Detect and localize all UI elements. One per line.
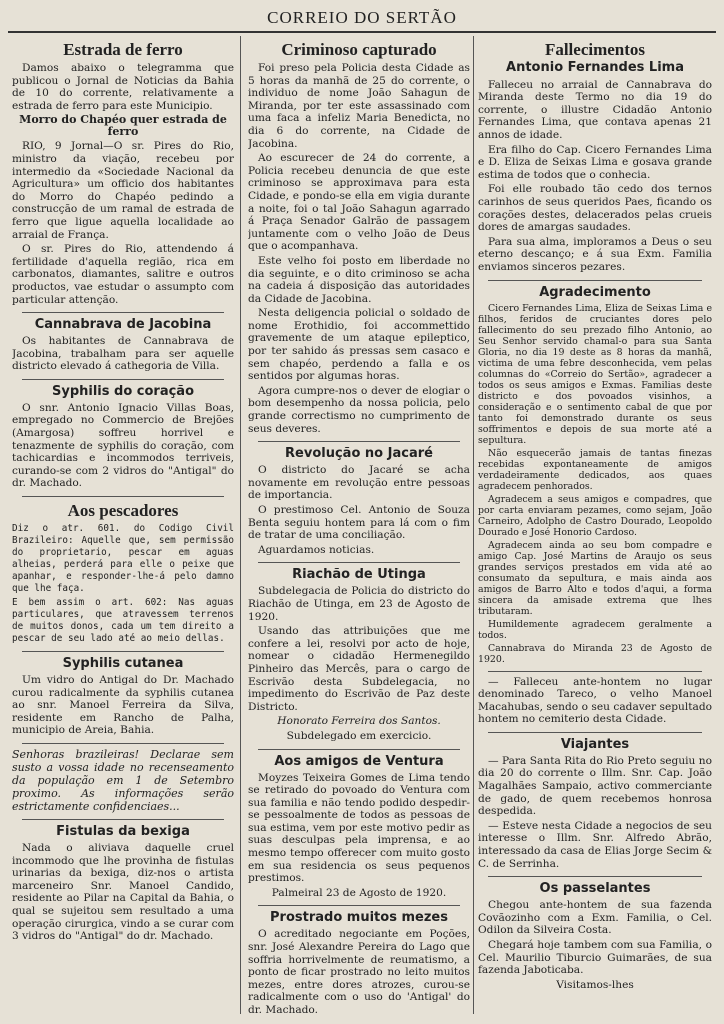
divider xyxy=(22,743,224,744)
article-text: Cicero Fernandes Lima, Eliza de Seixas Lima e filhos, feridos de cruciantes dores pelo fallecimento do seu prezado filho Antonio, ao Seu Senhor servido chamal-o para sua Santa Gloria, no dia 19 deste as 8 horas da manhã, victima de uma febre desconhecida, vem pelas columnas do «Correio do Sertão», agradecer a todos os seus amigos e Exmas. Familias deste districto e dos povoados visinhos, a consideração e o sentimento cabal de que por tanto foi demonstrado durante os seus soffrimentos e depois de sua morte até a sepultura. xyxy=(478,302,712,446)
article-title: Estrada de ferro xyxy=(63,40,183,59)
article-title: Aos amigos de Ventura xyxy=(274,753,444,769)
article-text: Aguardamos noticias. xyxy=(258,543,375,556)
column-2 xyxy=(248,38,470,1018)
article-revolucao xyxy=(248,446,470,556)
article-text: O districto do Jacaré se acha novamente em revolução entre pessoas de importancia. xyxy=(248,464,470,502)
divider xyxy=(22,819,224,820)
article-text: Humildemente agradecem geralmente a todos. xyxy=(478,618,712,641)
signature-role: Subdelegado em exercicio. xyxy=(286,729,432,742)
divider xyxy=(258,562,460,563)
article-tareco xyxy=(478,676,712,726)
article-fistulas xyxy=(12,824,234,943)
article-text: Nesta deligencia policial o soldado de nome Erothidio, foi accommettido gravemente de um ataque epileptico, por ter sahido ás pressas sem casaco e sem chapéo, perdendo a falla e os sentidos por algumas horas. xyxy=(248,307,470,383)
article-text: Agradecem ainda ao seu bom compadre e amigo Cap. José Martins de Araujo os seus grandes serviços prestados em vida até ao consumato da sepultura, e mais ainda aos amigos de Barro Alto e todos d'aqui, a forma sincera da amisade extrema que lhes tributaram. xyxy=(478,539,712,617)
article-title: Aos pescadores xyxy=(67,501,179,521)
article-text: O acreditado negociante em Poções, snr. José Alexandre Pereira do Lago que soffria horrivelmente de reumatismo, a ponto de ficar prostrado no leito muitos mezes, entre dores atrozes, curou-se radicalmente com o uso do 'Antigal' do dr. Machado. xyxy=(248,928,470,1016)
article-title: Cannabrava de Jacobina xyxy=(34,317,212,333)
article-text: Ao escurecer de 24 do corrente, a Policia recebeu denuncia de que este criminoso se approximava para esta Cidade, e pondo-se ella em vigia durante a noite, foi o tal João Sahagun agarrado á Praça Senador Galrão de passagem juntamente com o velho João de Deus que o acompanhava. xyxy=(248,152,470,253)
article-viajantes xyxy=(478,737,712,870)
article-text: O snr. Antonio Ignacio Villas Boas, empregado no Commercio de Brejões (Amargosa) soffreu horrivel e tenazmente de syphilis do coração, com tachicardias e incommodos terriveis, curando-se com 2 vidros do "Antigal" do dr. Machado. xyxy=(12,401,234,490)
article-text: Não esquecerão jamais de tantas finezas recebidas expontaneamente de amigos verdadeiramente dedicados, aos quaes agradecem penhorados. xyxy=(478,447,712,492)
notice-senhoras xyxy=(12,748,234,813)
article-riachao xyxy=(248,567,470,742)
article-aos-pescadores xyxy=(12,501,234,645)
article-syphilis-coracao xyxy=(12,384,234,490)
article-fallecimentos xyxy=(478,40,712,274)
divider xyxy=(488,280,702,281)
article-text: Subdelegacia de Policia do districto do Riachão de Utinga, em 23 de Agosto de 1920. xyxy=(248,585,470,623)
article-text: Chegou ante-hontem de sua fazenda Covãozinho com a Exm. Familia, o Cel. Odilon da Silveira Costa. xyxy=(478,899,712,937)
article-subtitle: Antonio Fernandes Lima xyxy=(506,60,684,75)
article-title: Criminoso capturado xyxy=(281,40,437,59)
article-text: — Para Santa Rita do Rio Preto seguiu no dia 20 do corrente o Illm. Snr. Cap. João Magalhães Sampaio, activo commerciante de gado, de quem recebemos honrosa despedida. xyxy=(478,754,712,818)
masthead xyxy=(0,0,724,34)
divider xyxy=(488,671,702,672)
article-prostrado xyxy=(248,910,470,1016)
article-text: Visitamos-lhes xyxy=(556,978,634,991)
article-text: Damos abaixo o telegramma que publicou o Jornal de Noticias da Bahia de 10 do corrente, relativamente a estrada de ferro para este Municipio. xyxy=(12,62,234,112)
article-text: O sr. Pires do Rio, attendendo á fertilidade d'aquella região, rica em carbonatos, diamantes, salitre e outros productos, vae estudar o assumpto com particular attenção. xyxy=(12,243,234,306)
article-title: Viajantes xyxy=(560,736,630,752)
article-text: Era filho do Cap. Cicero Fernandes Lima e D. Eliza de Seixas Lima e gosava grande estima de todos que o conhecia. xyxy=(478,143,712,181)
article-estrada-de-ferro xyxy=(12,40,234,306)
divider xyxy=(488,876,702,877)
article-text: Senhoras brazileiras! Declarae sem susto a vossa idade no recenseamento da população em 1 de Setembro proximo. As informações serão estrictamente confidenciaes... xyxy=(12,748,234,813)
article-text: O prestimoso Cel. Antonio de Souza Benta seguiu hontem para lá com o fim de tratar de uma conciliação. xyxy=(248,504,470,542)
divider xyxy=(22,379,224,380)
divider xyxy=(258,905,460,906)
article-text: Usando das attribuições que me confere a lei, resolvi por acto de hoje, nomear o cidadão Hermenegildo Pinheiro das Mercês, para o cargo de Escrivão desta Subdelegacia, no impedimento do Escrivão de Paz deste Districto. xyxy=(248,625,470,713)
article-text: RIO, 9 Jornal—O sr. Pires do Rio, ministro da viação, recebeu por intermedio da «Sociedade Nacional da Agricultura» um officio dos habitantes do Morro do Chapéo pedindo a construcção de um ramal de estrada de ferro que ligue aquella localidade ao arraial de França. xyxy=(12,140,234,241)
column-divider xyxy=(240,36,241,1014)
newspaper-title: CORREIO DO SERTÃO xyxy=(267,8,457,27)
article-title: Agradecimento xyxy=(539,284,651,300)
masthead-rule xyxy=(8,31,716,33)
article-text: Para sua alma, imploramos a Deus o seu eterno descanço; e á sua Exm. Familia enviamos sinceros pezares. xyxy=(478,235,712,273)
article-text: Os habitantes de Cannabrava de Jacobina, trabalham para ser aquelle districto elevado á cathegoria de Villa. xyxy=(12,335,234,373)
article-cannabrava xyxy=(12,317,234,373)
article-text: Nada o aliviava daquelle cruel incommodo que lhe provinha de fistulas urinarias da bexiga, diz-nos o artista marceneiro Snr. Manoel Candido, residente ao Pilar na Capital da Bahia, o qual se sujeitou sem resultado a uma operação cirurgica, vindo a se curar com 3 vidros do "Antigal" do dr. Machado. xyxy=(12,842,234,943)
column-3 xyxy=(478,38,712,1018)
article-text: Foi preso pela Policia desta Cidade as 5 horas da manhã de 25 do corrente, o individuo de nome João Sahagun de Miranda, por ter este assassinado com uma faca a infeliz Maria Benedicta, no dia 6 do corrente, na Cidade de Jacobina. xyxy=(248,62,470,150)
article-text: — Esteve nesta Cidade a negocios de seu interesse o Illm. Snr. Alfredo Abrão, interessado da casa de Elias Jorge Secim & C. de Serrinha. xyxy=(478,819,712,870)
article-title: Prostrado muitos mezes xyxy=(270,910,448,926)
article-text: Falleceu no arraial de Cannabrava do Miranda deste Termo no dia 19 do corrente, o illustre Cidadão Antonio Fernandes Lima, que contava apenas 21 annos de idade. xyxy=(478,78,712,141)
article-text: Agora cumpre-nos o dever de elogiar o bom desempenho da nossa policia, pelo grande correctismo no cumprimento de seus deveres. xyxy=(248,384,470,435)
article-text: Agradecem a seus amigos e compadres, que por carta enviaram pezames, como sejam, João Carneiro, Adolpho de Castro Dourado, Leopoldo Dourado e José Honorio Cardoso. xyxy=(478,493,712,538)
article-text: E bem assim o art. 602: Nas aguas particulares, que atravessem terrenos de muitos donos, cada um tem direito a pescar de seu lado até ao meio dellas. xyxy=(12,597,234,645)
article-text: Moyzes Teixeira Gomes de Lima tendo se retirado do povoado do Ventura com sua familia e não tendo podido despedir-se pessoalmente de todos as pessoas de sua estima, vem por este motivo pedir as suas desculpas pela imprensa, e ao mesmo tempo offerecer com muito gosto em sua residencia os seus pequenos prestimos. xyxy=(248,771,470,885)
article-text: Diz o atr. 601. do Codigo Civil Brazileiro: Aquelle que, sem permissão do proprietario, pescar em aguas alheias, perderá para elle o peixe que apanhar, e responder-lhe-á pelo damno que lhe faça. xyxy=(12,523,234,595)
article-text: Este velho foi posto em liberdade no dia seguinte, e o dito criminoso se acha na cadeia á disposição das autoridades da Cidade de Jacobina. xyxy=(248,254,470,305)
article-text: Foi elle roubado tão cedo dos ternos carinhos de seus queridos Paes, ficando os corações destes, delacerados pelas crueis dores de amargas saudades. xyxy=(478,183,712,234)
article-title: Riachão de Utinga xyxy=(292,567,426,583)
article-subtitle: Morro do Chapéo quer estrada de ferro xyxy=(19,113,227,139)
column-divider xyxy=(473,36,474,1014)
article-title: Syphilis cutanea xyxy=(62,656,184,672)
article-text: — Falleceu ante-hontem no lugar denominado Tareco, o velho Manoel Macahubas, sendo o seu cadaver sepultado hontem no cemiterio desta Cidade. xyxy=(478,675,712,726)
article-title: Fistulas da bexiga xyxy=(56,824,190,839)
signature: Honorato Ferreira dos Santos. xyxy=(277,715,441,728)
article-passelantes xyxy=(478,881,712,991)
article-syphilis-cutanea xyxy=(12,656,234,737)
article-title: Os passelantes xyxy=(539,881,651,897)
article-title: Fallecimentos xyxy=(544,40,646,59)
article-aos-amigos xyxy=(248,754,470,900)
article-text: Um vidro do Antigal do Dr. Machado curou radicalmente da syphilis cutanea ao snr. Manoel Ferreira da Silva, residente em Rancho de Palha, municipio de Areia, Bahia. xyxy=(12,674,234,737)
divider xyxy=(488,732,702,733)
article-title: Syphilis do coração xyxy=(51,383,195,399)
article-agradecimento xyxy=(478,285,712,665)
article-text: Chegará hoje tambem com sua Familia, o Cel. Maurilio Tiburcio Guimarães, de sua fazenda Jaboticaba. xyxy=(478,939,712,977)
article-date: Palmeiral 23 de Agosto de 1920. xyxy=(271,886,447,899)
divider xyxy=(22,496,224,497)
article-date: Cannabrava do Miranda 23 de Agosto de 1920. xyxy=(478,642,712,665)
divider xyxy=(22,312,224,313)
divider xyxy=(22,651,224,652)
divider xyxy=(258,441,460,442)
article-criminoso xyxy=(248,40,470,435)
article-title: Revolução no Jacaré xyxy=(285,446,433,462)
column-1 xyxy=(12,38,234,1018)
divider xyxy=(258,749,460,750)
